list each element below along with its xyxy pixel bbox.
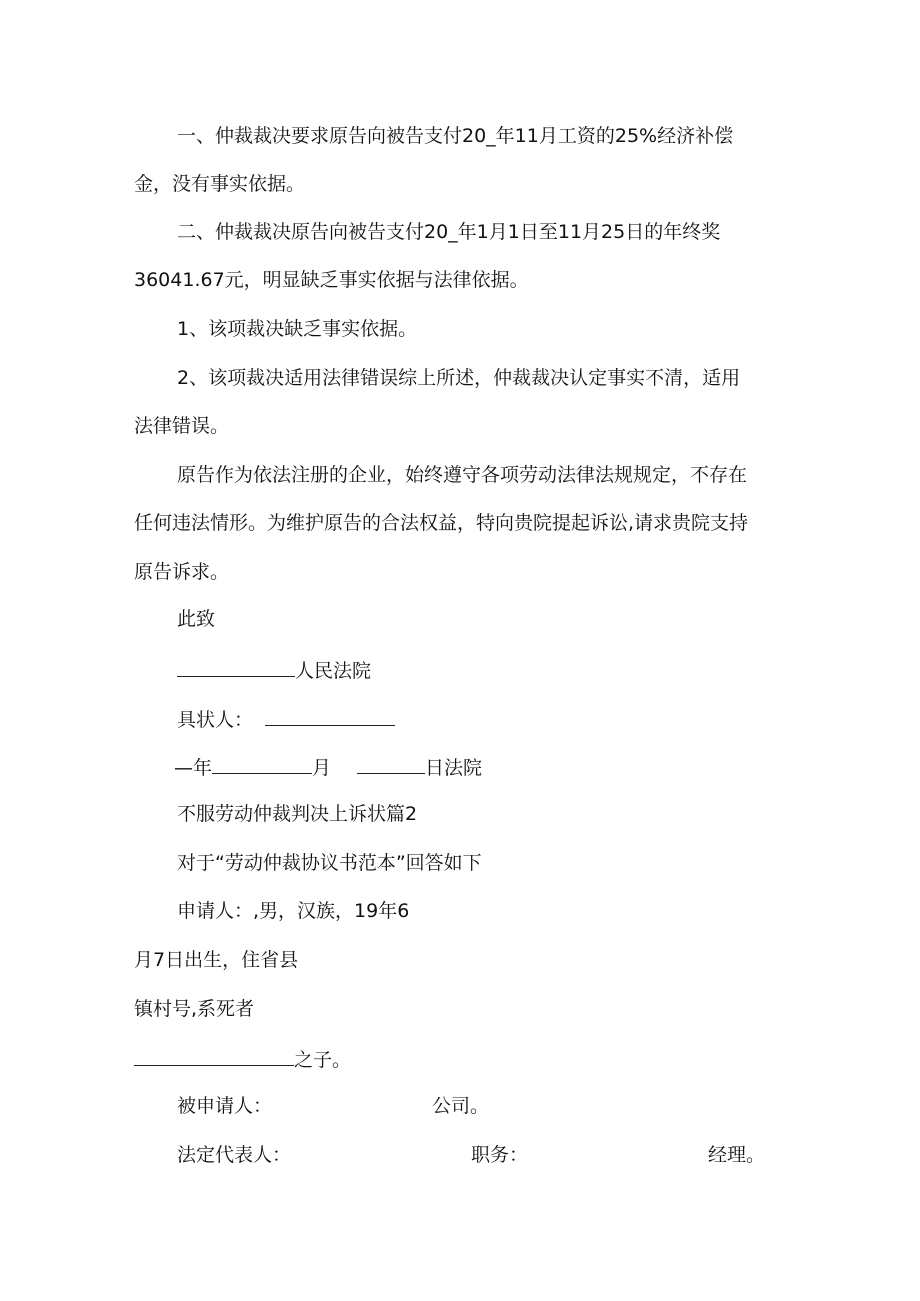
paragraph-line: 36041.67元，明显缺乏事实依据与法律依据。 <box>134 269 529 291</box>
paragraph-line: 金，没有事实依据。 <box>134 173 306 195</box>
date-prefix: —年 <box>174 757 213 779</box>
respondent-line <box>177 1094 489 1118</box>
position-value: 经理。 <box>708 1144 766 1166</box>
paragraph-line: 原告作为依法注册的企业，始终遵守各项劳动法律法规规定，不存在 <box>177 464 748 486</box>
court-line <box>177 656 371 683</box>
applicant-suffix: 之子。 <box>294 1049 352 1071</box>
signer-blank <box>265 705 395 726</box>
date-month: 月 <box>312 757 332 779</box>
respondent-label: 被申请人： <box>177 1095 273 1117</box>
paragraph-line: 一、仲裁裁决要求原告向被告支付20_年11月工资的25%经济补偿 <box>177 125 734 147</box>
intro-line: 对于“劳动仲裁协议书范本”回答如下 <box>177 852 482 874</box>
court-name-blank <box>177 656 295 677</box>
signer-label: 具状人： <box>177 709 254 731</box>
applicant-line: 申请人：,男，汉族，19年6 <box>177 900 410 922</box>
paragraph-line: 原告诉求。 <box>134 561 230 583</box>
applicant-line: 月7日出生，住省县 <box>134 949 299 971</box>
paragraph-line: 任何违法情形。为维护原告的合法权益，特向贵院提起诉讼,请求贵院支持 <box>134 512 749 534</box>
deceased-name-blank <box>134 1045 294 1066</box>
legal-rep-label: 法定代表人： <box>177 1144 292 1166</box>
date-line <box>174 753 482 780</box>
paragraph-line: 1、该项裁决缺乏事实依据。 <box>177 318 418 340</box>
paragraph-line: 2、该项裁决适用法律错误综上所述，仲裁裁决认定事实不清，适用 <box>177 367 741 389</box>
paragraph-line: 二、仲裁裁决原告向被告支付20_年1月1日至11月25日的年终奖 <box>177 221 721 243</box>
applicant-line <box>134 1045 351 1072</box>
month-blank <box>212 753 312 774</box>
day-blank <box>357 753 425 774</box>
position-label: 职务： <box>471 1144 529 1166</box>
section-title: 不服劳动仲裁判决上诉状篇2 <box>177 803 418 825</box>
paragraph-line: 法律错误。 <box>134 415 230 437</box>
legal-rep-line <box>177 1143 765 1167</box>
signer-line <box>177 705 395 732</box>
court-suffix: 人民法院 <box>295 660 372 682</box>
applicant-line: 镇村号,系死者 <box>134 998 255 1020</box>
salutation: 此致 <box>177 608 216 630</box>
date-suffix: 日法院 <box>425 757 483 779</box>
respondent-company: 公司。 <box>432 1095 490 1117</box>
